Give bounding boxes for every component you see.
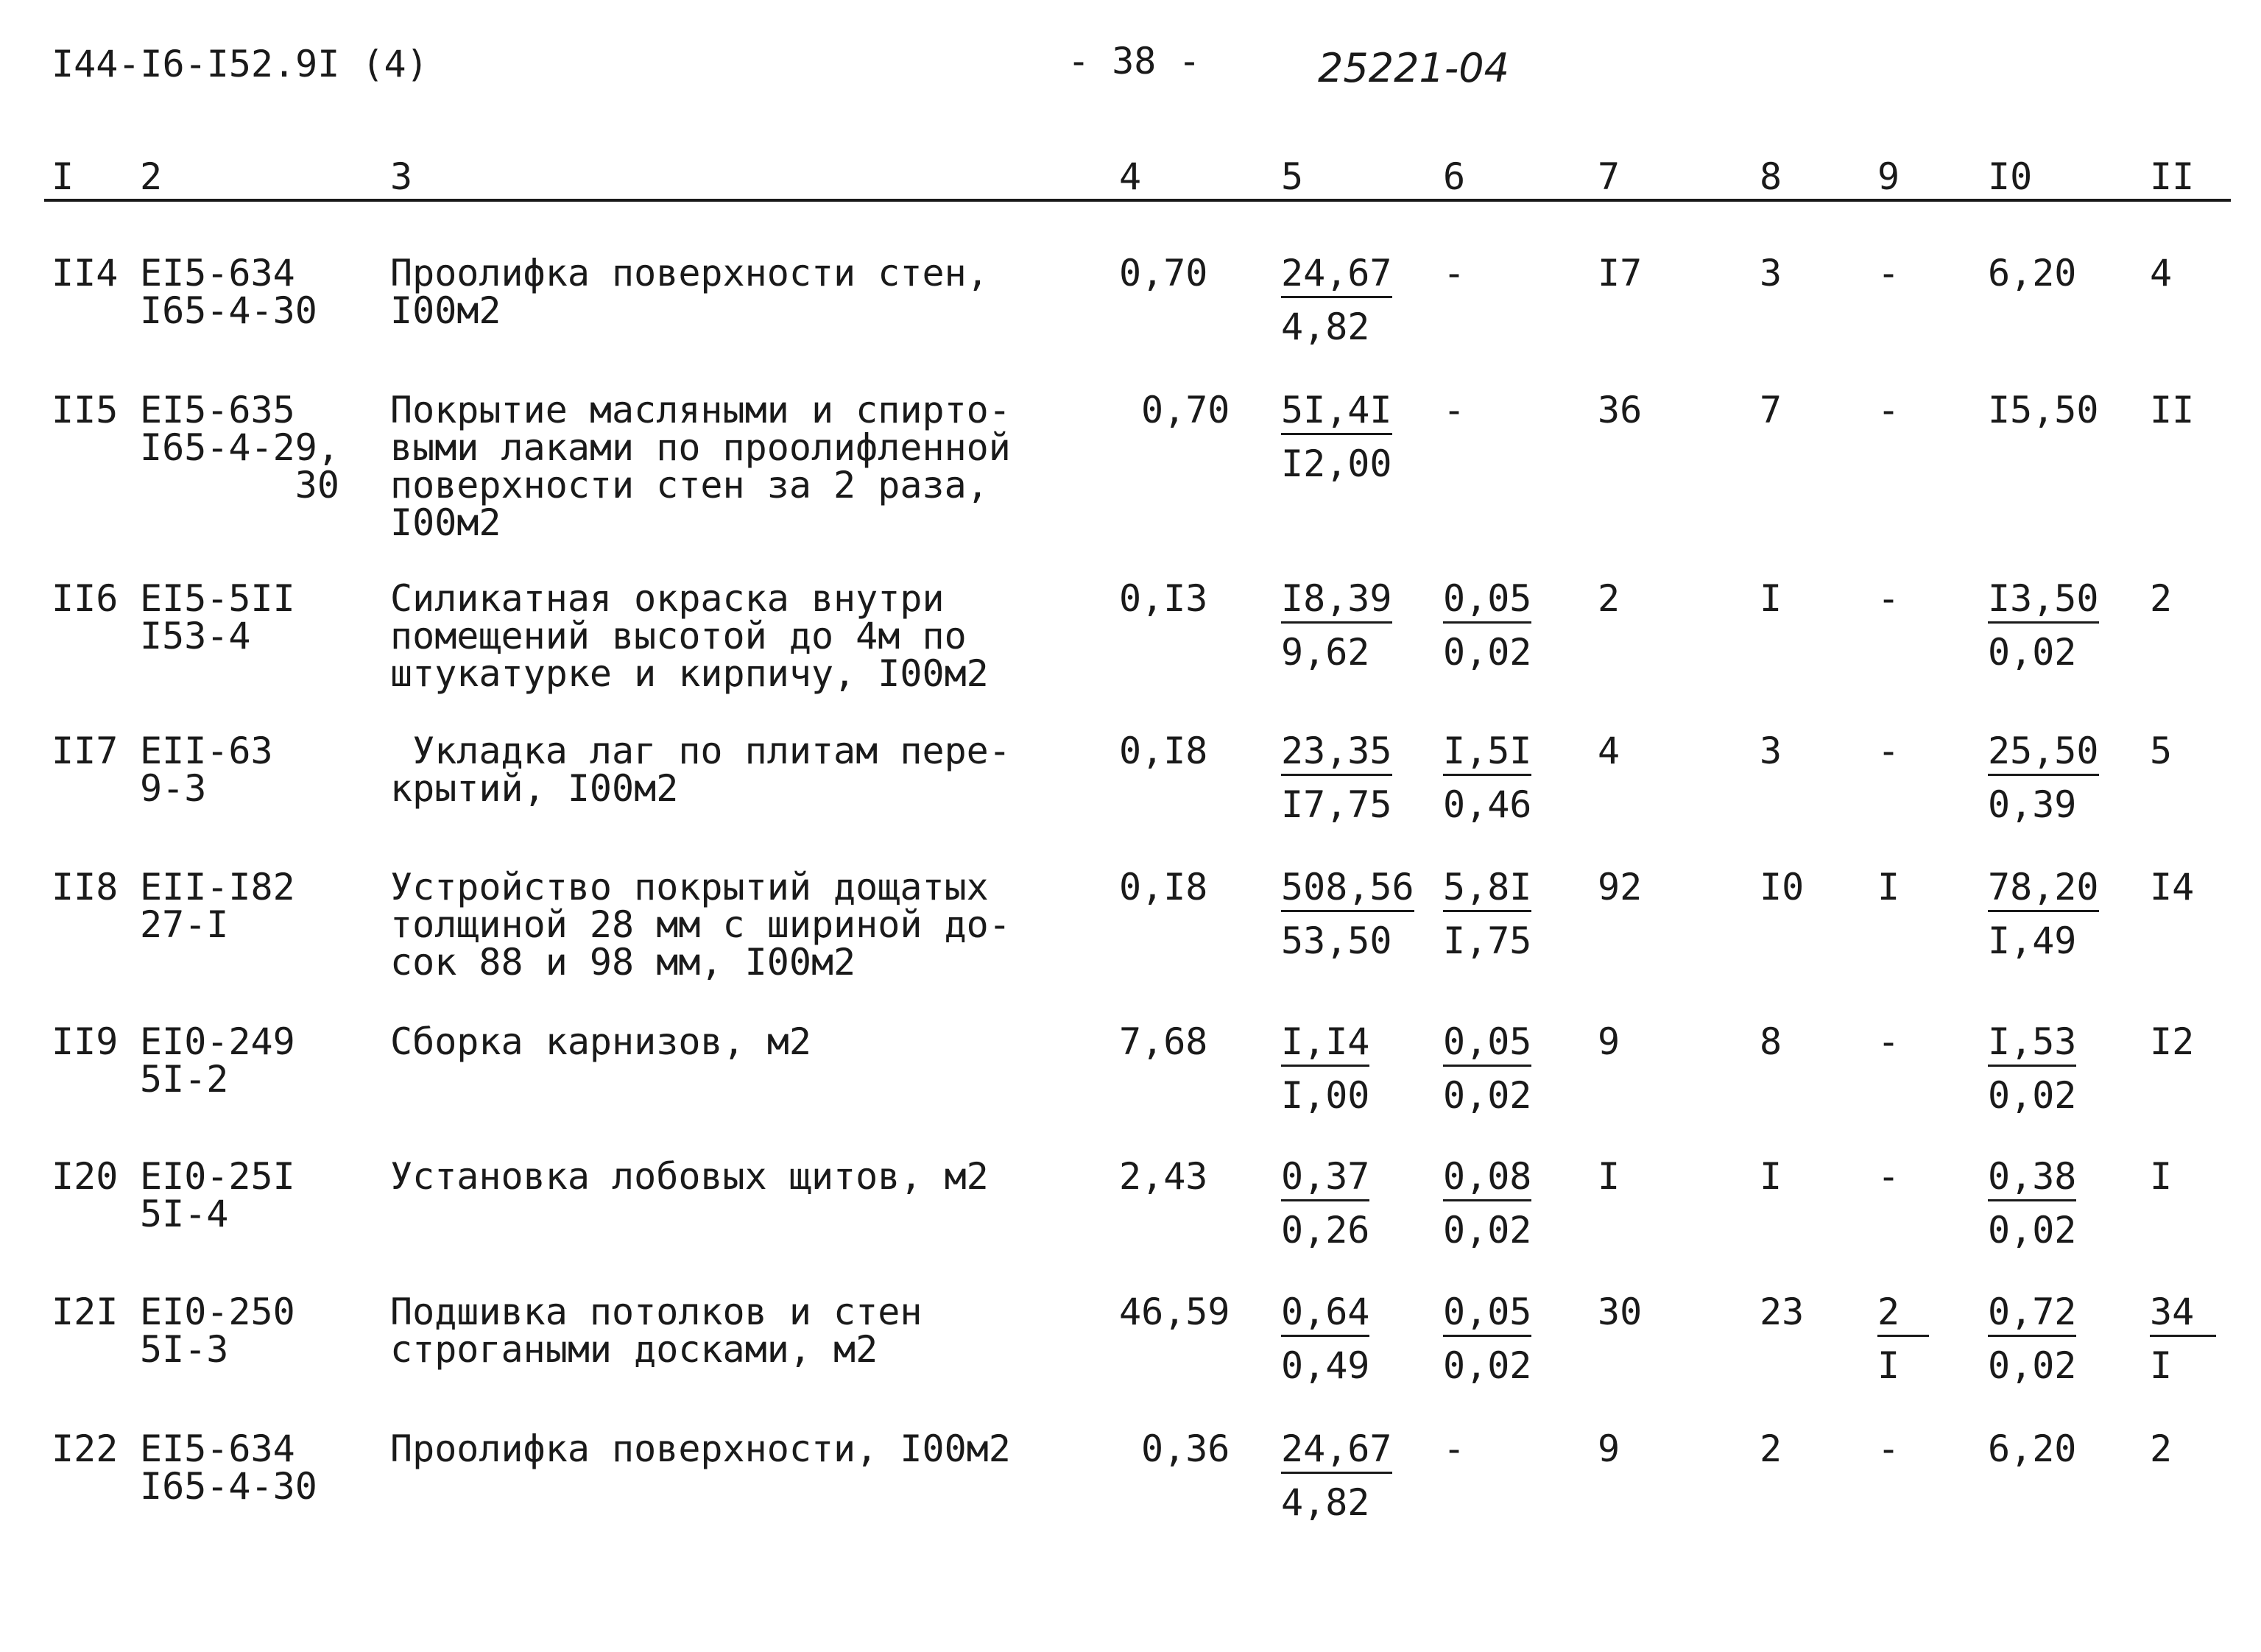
row-number: II4 xyxy=(52,252,119,294)
norm-code: EI5-5II I53-4 xyxy=(140,577,295,657)
machine-fraction xyxy=(1443,577,1532,674)
row-number: II7 xyxy=(52,730,119,772)
column-7-value: 36 xyxy=(1598,389,1643,431)
column-11-value: I xyxy=(2150,1155,2173,1198)
norm-code: EII-63 9-3 xyxy=(140,730,273,810)
row-number: I20 xyxy=(52,1155,119,1198)
machine-cost: - xyxy=(1443,252,1466,294)
cost-wages: I,00 xyxy=(1281,1074,1370,1117)
column-10-value: 6,20 xyxy=(1988,252,2077,294)
column-9-value: - xyxy=(1877,1020,1900,1063)
quantity: 7,68 xyxy=(1119,1020,1208,1063)
norm-code: EII-I82 27-I xyxy=(140,866,295,946)
work-description: Сборка карнизов, м2 xyxy=(390,1020,811,1063)
column-9-value: - xyxy=(1877,1427,1900,1470)
column-10-fraction xyxy=(1988,1291,2077,1387)
column-10-top: 0,72 xyxy=(1988,1293,2076,1337)
column-10-fraction xyxy=(1988,730,2099,826)
cost-total: 0,37 xyxy=(1281,1158,1369,1201)
quantity: 2,43 xyxy=(1119,1155,1208,1198)
machine-wages: I,75 xyxy=(1443,919,1532,962)
column-10-bottom: 0,02 xyxy=(1988,1344,2077,1387)
machine-fraction xyxy=(1443,1020,1532,1117)
column-9-value: - xyxy=(1877,1155,1900,1198)
cost-total: 0,64 xyxy=(1281,1293,1369,1337)
cost-fraction xyxy=(1281,1291,1370,1387)
column-8-value: 2 xyxy=(1760,1427,1782,1470)
column-10-top: 78,20 xyxy=(1988,869,2099,912)
column-7-value: I7 xyxy=(1598,252,1643,294)
work-description: Проолифка поверхности стен, I00м2 xyxy=(390,252,989,332)
column-7-value: 4 xyxy=(1598,730,1620,772)
cost-wages: 9,62 xyxy=(1281,631,1370,674)
column-9-value: I xyxy=(1877,866,1900,908)
column-8-value: 3 xyxy=(1760,730,1782,772)
column-10-bottom: 0,02 xyxy=(1988,631,2077,674)
column-9-value: - xyxy=(1877,577,1900,620)
page-number: - 38 - xyxy=(1068,40,1201,82)
column-10-top: 25,50 xyxy=(1988,733,2099,776)
column-11-fraction xyxy=(2150,1291,2216,1387)
column-10-fraction xyxy=(1988,1155,2077,1252)
row-number: II9 xyxy=(52,1020,119,1063)
machine-wages: 0,02 xyxy=(1443,631,1532,674)
machine-fraction xyxy=(1443,1291,1532,1387)
cost-wages: 53,50 xyxy=(1281,919,1392,962)
cost-total: 5I,4I xyxy=(1281,392,1392,435)
quantity: 0,36 xyxy=(1141,1427,1230,1470)
machine-cost: 0,05 xyxy=(1443,580,1531,624)
column-header-4: 4 xyxy=(1119,155,1142,198)
column-10-top: I,53 xyxy=(1988,1023,2076,1067)
column-10-value: 6,20 xyxy=(1988,1427,2077,1470)
machine-cost: 0,05 xyxy=(1443,1023,1531,1067)
column-header-7: 7 xyxy=(1598,155,1620,198)
header-rule xyxy=(44,199,2231,202)
machine-cost: 5,8I xyxy=(1443,869,1531,912)
cost-total: 24,67 xyxy=(1281,255,1392,298)
cost-wages: I7,75 xyxy=(1281,783,1392,826)
row-number: II8 xyxy=(52,866,119,908)
quantity: 0,I3 xyxy=(1119,577,1208,620)
cost-fraction xyxy=(1281,577,1392,674)
column-8-value: I xyxy=(1760,577,1782,620)
column-header-11: II xyxy=(2150,155,2195,198)
cost-total: I8,39 xyxy=(1281,580,1392,624)
column-7-value: 9 xyxy=(1598,1020,1620,1063)
work-description: Покрытие масляными и спирто- выми лаками по проолифленной поверхности стен за 2 раза, I00м2 xyxy=(390,389,1011,544)
machine-wages: 0,02 xyxy=(1443,1209,1532,1252)
cost-total: 23,35 xyxy=(1281,733,1392,776)
work-description: Силикатная окраска внутри помещений высотой до 4м по штукатурке и кирпичу, I00м2 xyxy=(390,577,989,695)
column-8-value: 3 xyxy=(1760,252,1782,294)
column-11-top: 34 xyxy=(2150,1293,2216,1337)
column-7-value: I xyxy=(1598,1155,1620,1198)
work-description: Подшивка потолков и стен строгаными досками, м2 xyxy=(390,1291,923,1371)
column-10-bottom: 0,02 xyxy=(1988,1209,2077,1252)
row-number: I22 xyxy=(52,1427,119,1470)
norm-code: EI5-634 I65-4-30 xyxy=(140,252,317,332)
machine-wages: 0,02 xyxy=(1443,1074,1532,1117)
column-8-value: 7 xyxy=(1760,389,1782,431)
cost-fraction xyxy=(1281,730,1392,826)
column-10-top: 0,38 xyxy=(1988,1158,2076,1201)
work-description: Установка лобовых щитов, м2 xyxy=(390,1155,989,1198)
quantity: 46,59 xyxy=(1119,1291,1230,1333)
work-description: Проолифка поверхности, I00м2 xyxy=(390,1427,1011,1470)
column-11-value: 5 xyxy=(2150,730,2173,772)
column-10-bottom: 0,39 xyxy=(1988,783,2077,826)
column-7-value: 92 xyxy=(1598,866,1643,908)
column-9-fraction xyxy=(1877,1291,1929,1387)
quantity: 0,70 xyxy=(1119,252,1208,294)
row-number: II6 xyxy=(52,577,119,620)
machine-cost: 0,08 xyxy=(1443,1158,1531,1201)
work-description: Укладка лаг по плитам пере- крытий, I00м2 xyxy=(390,730,1011,810)
column-header-9: 9 xyxy=(1877,155,1900,198)
column-9-value: - xyxy=(1877,389,1900,431)
column-9-top: 2 xyxy=(1877,1293,1929,1337)
cost-wages: I2,00 xyxy=(1281,442,1392,485)
cost-fraction xyxy=(1281,1427,1392,1524)
column-10-fraction xyxy=(1988,577,2099,674)
column-10-bottom: 0,02 xyxy=(1988,1074,2077,1117)
cost-fraction xyxy=(1281,1155,1370,1252)
document-code: I44-I6-I52.9I (4) xyxy=(52,43,428,85)
column-8-value: 23 xyxy=(1760,1291,1805,1333)
column-10-top: I3,50 xyxy=(1988,580,2099,624)
row-number: I2I xyxy=(52,1291,119,1333)
column-9-value: - xyxy=(1877,252,1900,294)
column-7-value: 2 xyxy=(1598,577,1620,620)
norm-code: EI0-250 5I-3 xyxy=(140,1291,295,1371)
column-header-10: I0 xyxy=(1988,155,2033,198)
norm-code: EI0-25I 5I-4 xyxy=(140,1155,295,1235)
cost-fraction xyxy=(1281,866,1414,962)
column-10-value: I5,50 xyxy=(1988,389,2099,431)
column-header-6: 6 xyxy=(1443,155,1466,198)
norm-code: EI5-635 I65-4-29, 30 xyxy=(140,389,339,506)
quantity: 0,I8 xyxy=(1119,730,1208,772)
column-11-value: 2 xyxy=(2150,1427,2173,1470)
column-header-8: 8 xyxy=(1760,155,1782,198)
cost-total: 508,56 xyxy=(1281,869,1414,912)
column-11-value: 2 xyxy=(2150,577,2173,620)
column-10-bottom: I,49 xyxy=(1988,919,2077,962)
cost-wages: 0,49 xyxy=(1281,1344,1370,1387)
machine-cost: - xyxy=(1443,389,1466,431)
row-number: II5 xyxy=(52,389,119,431)
cost-wages: 0,26 xyxy=(1281,1209,1370,1252)
machine-fraction xyxy=(1443,866,1532,962)
column-header-3: 3 xyxy=(390,155,413,198)
column-10-fraction xyxy=(1988,1020,2077,1117)
column-9-value: - xyxy=(1877,730,1900,772)
column-11-value: 4 xyxy=(2150,252,2173,294)
cost-total: 24,67 xyxy=(1281,1430,1392,1474)
machine-cost: - xyxy=(1443,1427,1466,1470)
work-description: Устройство покрытий дощатых толщиной 28 мм с шириной до- сок 88 и 98 мм, I00м2 xyxy=(390,866,1011,984)
column-11-value: I4 xyxy=(2150,866,2195,908)
column-8-value: 8 xyxy=(1760,1020,1782,1063)
column-10-fraction xyxy=(1988,866,2099,962)
column-11-value: II xyxy=(2150,389,2195,431)
cost-fraction xyxy=(1281,1020,1370,1117)
column-9-bottom: I xyxy=(1877,1344,1900,1387)
column-8-value: I0 xyxy=(1760,866,1805,908)
column-7-value: 9 xyxy=(1598,1427,1620,1470)
machine-cost: I,5I xyxy=(1443,733,1531,776)
column-header-2: 2 xyxy=(140,155,163,198)
column-7-value: 30 xyxy=(1598,1291,1643,1333)
norm-code: EI5-634 I65-4-30 xyxy=(140,1427,317,1508)
machine-fraction xyxy=(1443,1155,1532,1252)
norm-code: EI0-249 5I-2 xyxy=(140,1020,295,1101)
cost-total: I,I4 xyxy=(1281,1023,1369,1067)
column-11-value: I2 xyxy=(2150,1020,2195,1063)
cost-wages: 4,82 xyxy=(1281,1481,1370,1524)
quantity: 0,70 xyxy=(1141,389,1230,431)
column-header-1: I xyxy=(52,155,74,198)
column-header-5: 5 xyxy=(1281,155,1304,198)
machine-cost: 0,05 xyxy=(1443,1293,1531,1337)
cost-wages: 4,82 xyxy=(1281,306,1370,348)
machine-wages: 0,46 xyxy=(1443,783,1532,826)
column-8-value: I xyxy=(1760,1155,1782,1198)
machine-fraction xyxy=(1443,730,1532,826)
column-11-bottom: I xyxy=(2150,1344,2173,1387)
cost-fraction xyxy=(1281,252,1392,348)
quantity: 0,I8 xyxy=(1119,866,1208,908)
machine-wages: 0,02 xyxy=(1443,1344,1532,1387)
cost-fraction xyxy=(1281,389,1392,485)
handwritten-number: 25221-04 xyxy=(1318,45,1509,91)
